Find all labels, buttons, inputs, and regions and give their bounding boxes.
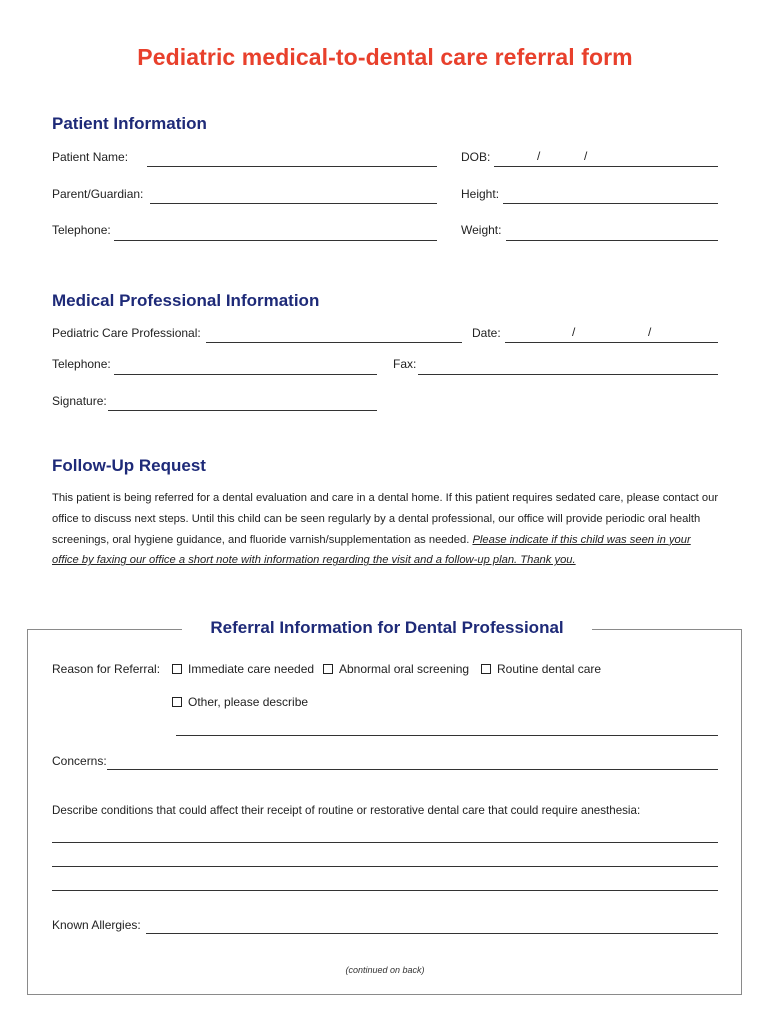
form-title: Pediatric medical-to-dental care referral form xyxy=(137,44,633,70)
conditions-field-line[interactable] xyxy=(52,842,718,843)
dob-separator: / xyxy=(537,149,541,163)
patient-info-heading: Patient Information xyxy=(52,114,207,133)
guardian-field[interactable] xyxy=(150,203,437,204)
guardian-label: Parent/Guardian: xyxy=(52,187,144,201)
other-describe-field[interactable] xyxy=(176,735,718,736)
followup-paragraph xyxy=(52,488,720,571)
medical-date-field[interactable] xyxy=(505,342,718,343)
patient-telephone-label: Telephone: xyxy=(52,223,111,237)
height-label: Height: xyxy=(461,187,500,201)
continued-note: (continued on back) xyxy=(345,965,425,975)
dob-separator: / xyxy=(584,149,588,163)
professional-field[interactable] xyxy=(206,342,462,343)
conditions-label: Describe conditions that could affect their receipt of routine or restorative dental care that could require anesthesia: xyxy=(52,804,641,817)
patient-name-label: Patient Name: xyxy=(52,150,129,164)
medical-info-heading: Medical Professional Information xyxy=(52,291,320,310)
option-other[interactable]: Other, please describe xyxy=(172,695,308,709)
signature-field[interactable] xyxy=(108,410,377,411)
option-routine-care[interactable]: Routine dental care xyxy=(481,662,601,676)
patient-telephone-field[interactable] xyxy=(114,240,437,241)
patient-name-field[interactable] xyxy=(147,166,437,167)
followup-text: This patient is being referred for a dental evaluation and care in a dental home. If this patient requires sedated care, please contact our office to discuss next steps. Until this child can be seen regularly by a dental professional, our office will provide periodic oral health screenings, oral hygiene guidance, and fluoride varnish/supplementation as needed. xyxy=(52,492,719,546)
weight-label: Weight: xyxy=(461,223,502,237)
fax-field[interactable] xyxy=(418,374,718,375)
followup-heading: Follow-Up Request xyxy=(52,456,206,475)
height-field[interactable] xyxy=(503,203,718,204)
fax-label: Fax: xyxy=(393,357,417,371)
medical-telephone-label: Telephone: xyxy=(52,357,111,371)
allergies-label: Known Allergies: xyxy=(52,918,141,932)
checkbox-icon[interactable] xyxy=(172,697,182,707)
date-separator: / xyxy=(648,325,652,339)
date-separator: / xyxy=(572,325,576,339)
medical-telephone-field[interactable] xyxy=(114,374,377,375)
allergies-field[interactable] xyxy=(146,933,718,934)
professional-label: Pediatric Care Professional: xyxy=(52,326,201,340)
weight-field[interactable] xyxy=(506,240,718,241)
conditions-field-line[interactable] xyxy=(52,890,718,891)
option-immediate-care[interactable]: Immediate care needed xyxy=(172,662,314,676)
reason-label: Reason for Referral: xyxy=(52,662,161,676)
medical-date-label: Date: xyxy=(472,326,501,340)
followup-emphasis: Please indicate if this child was seen in your office by faxing our office a short note with information regarding the visit and a follow-up plan. Thank you. xyxy=(52,533,691,567)
checkbox-icon[interactable] xyxy=(481,664,491,674)
checkbox-icon[interactable] xyxy=(323,664,333,674)
referral-heading: Referral Information for Dental Professional xyxy=(182,618,592,638)
dob-field[interactable] xyxy=(494,166,718,167)
checkbox-icon[interactable] xyxy=(172,664,182,674)
concerns-label: Concerns: xyxy=(52,754,107,768)
dob-label: DOB: xyxy=(461,150,491,164)
option-abnormal-screening[interactable]: Abnormal oral screening xyxy=(323,662,469,676)
signature-label: Signature: xyxy=(52,394,107,408)
conditions-field-line[interactable] xyxy=(52,866,718,867)
concerns-field[interactable] xyxy=(107,769,718,770)
